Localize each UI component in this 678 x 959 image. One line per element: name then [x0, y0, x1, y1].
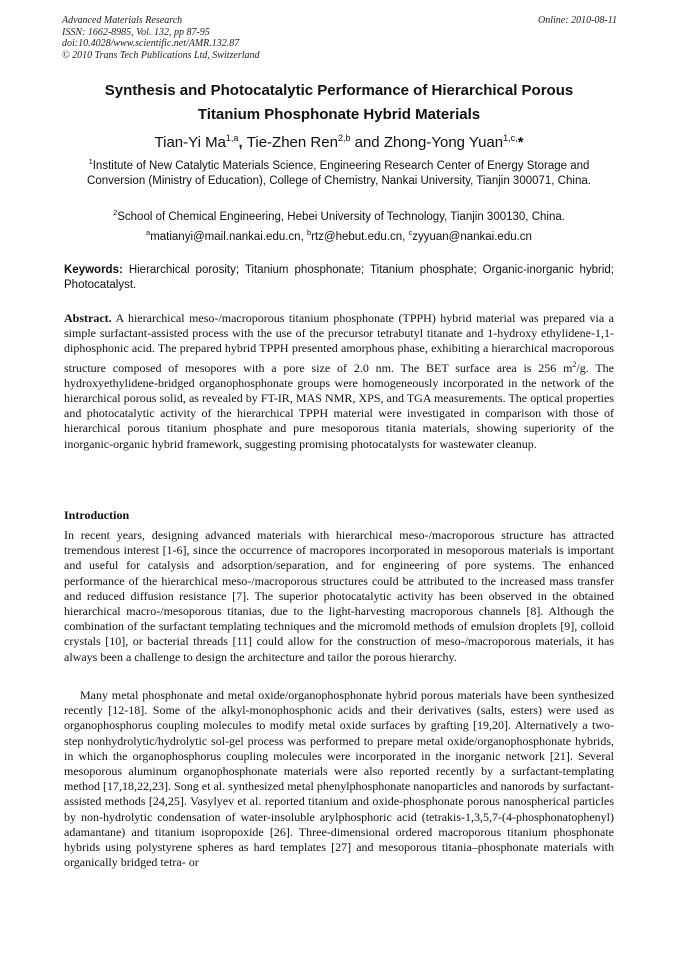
affiliation-number: 1 — [88, 157, 93, 166]
author-name: Tie-Zhen Ren — [246, 134, 338, 151]
email-address: rtz@hebut.edu.cn — [311, 230, 403, 243]
abstract-label: Abstract. — [64, 311, 112, 325]
email-mark: a — [146, 228, 151, 237]
author-affiliation-mark: 2,b — [337, 133, 351, 143]
author-name: Tian-Yi Ma — [154, 134, 226, 151]
author-list — [40, 129, 638, 152]
abstract-text-continued: /g. The hydroxyethylidene-bridged organophosphonate groups were homogeneously incorporated in the network of the hierarchical porous solid, as revealed by FT-IR, MAS NMR, XPS, and TGA measurements. The optical properties and photocatalytic activity of the hierarchical TPPH material were investigated in comparison with those of hierarchical porous titanium phosphate and pure mesoporous titania materials, showing superiority of the inorganic-organic hybrid framework, suggesting promising photocatalysts for wastewater cleanup. — [64, 360, 614, 451]
section-heading-introduction: Introduction — [64, 508, 130, 522]
author-separator: , — [238, 134, 247, 151]
affiliation-text: School of Chemical Engineering, Hebei University of Technology, Tianjin 300130, China. — [117, 210, 565, 223]
journal-header — [62, 15, 617, 61]
introduction-paragraph-2: Many metal phosphonate and metal oxide/organophosphonate hybrid porous materials have been synthesized recently [12-18]. Some of the alkyl-monophosphonic acids and their derivatives (salts, esters) were used as organophosphorus coupling molecules to modify metal oxide surfaces by grafting [19,20]. Alternatively a two-step nonhydrolytic/hydrolytic sol-gel process was performed to prepare metal oxide/organophosphonate hybrids, in which the organophosphorus coupling molecules were incorporated in the inorganic network [21]. Several mesoporous aluminum organophosphonate materials were also reported recently by a surfactant-templating method [17,18,22,23]. Song et al. synthesized metal phenylphosphonate nanoparticles and nanorods by surfactant-assisted methods [24,25]. Vasylyev et al. reported titanium and oxide-phosphonate porous nanospherical particles by non-hydrolytic condensation of water-insoluble arylphosphoric acid (tetrakis-1,3,5,7-(4-phosphonatophenyl) adamantane) and titanium isopropoxide [26]. Three-dimensional ordered macroporous titanium phosphonate hybrids using polystyrene spheres as hard templates [27] and mesoporous titania–phosphonate materials with organically bridged tetra- or — [64, 688, 614, 870]
author-affiliation-mark: 1,c, — [503, 133, 518, 143]
abstract-superscript: 2 — [572, 359, 577, 369]
email-mark: c — [408, 228, 413, 237]
email-list — [40, 228, 638, 243]
copyright-line: © 2010 Trans Tech Publications Ltd, Switzerland — [62, 49, 260, 61]
affiliation-1 — [64, 154, 614, 190]
paper-title-line-1: Synthesis and Photocatalytic Performance of Hierarchical Porous — [104, 82, 574, 99]
abstract-block — [64, 311, 614, 452]
email-separator: , — [300, 230, 307, 243]
email-address: zyyuan@nankai.edu.cn — [412, 230, 532, 243]
email-separator: , — [402, 230, 409, 243]
author-affiliation-mark: 1,a — [225, 133, 239, 143]
affiliation-text: Institute of New Catalytic Materials Science, Engineering Research Center of Energy Storage and Conversion (Ministry of Education), College of Chemistry, Nankai University, Tianjin 300071, China. — [87, 159, 591, 188]
issn-line: ISSN: 1662-8985, Vol. 132, pp 87-95 — [62, 26, 210, 38]
email-address: matianyi@mail.nankai.edu.cn — [150, 230, 301, 243]
abstract-text: A hierarchical meso-/macroporous titanium phosphonate (TPPH) hybrid material was prepared via a simple surfactant-assisted process with the use of the precursor tetrabutyl titanate and 1-hydroxy ethylidene-1,1-diphosphonic acid. The prepared hybrid TPPH presented amorphous phase, exhibiting a hierarchical macroporous structure composed of mesopores with a pore size of 2.0 nm. The BET surface area is 256 m — [64, 311, 614, 375]
keywords-block — [64, 263, 614, 292]
author-separator: and — [350, 134, 384, 151]
paper-title-line-2: Titanium Phosphonate Hybrid Materials — [197, 106, 481, 123]
corresponding-author-star: * — [517, 134, 524, 151]
affiliation-number: 2 — [113, 208, 118, 217]
author-name: Zhong-Yong Yuan — [383, 134, 504, 151]
keywords-text: Hierarchical porosity; Titanium phosphonate; Titanium phosphate; Organic-inorganic hybrid; Photocatalyst. — [64, 264, 614, 291]
email-mark: b — [306, 228, 312, 237]
keywords-label: Keywords: — [64, 264, 123, 276]
introduction-paragraph-1: In recent years, designing advanced materials with hierarchical meso-/macroporous structure has attracted tremendous interest [1-6], since the occurrence of macropores incorporated in mesoporous materials is important and useful for catalysis and adsorption/separation, and for engineering of pore systems. The enhanced performance of the hierarchical meso-/macroporous structures could be attributed to the increased mass transfer and reduced diffusion resistance [7]. The superior photocatalytic activity has been observed in the obtained hierarchical macro-/mesoporous titanias, due to the light-harvesting macroporous channels [8]. Although the combination of the surfactant templating techniques and the micromold methods of emulsion droplets [9], colloid crystals [10], or bacterial threads [11] could allow for the construction of meso-/macroporous materials, it has always been a challenge to design the architecture and tailor the porous hierarchy. — [64, 528, 614, 664]
online-date: Online: 2010-08-11 — [538, 15, 617, 26]
doi-line: doi:10.4028/www.scientific.net/AMR.132.87 — [62, 38, 240, 49]
journal-name: Advanced Materials Research — [62, 15, 183, 26]
affiliation-2 — [64, 205, 614, 225]
